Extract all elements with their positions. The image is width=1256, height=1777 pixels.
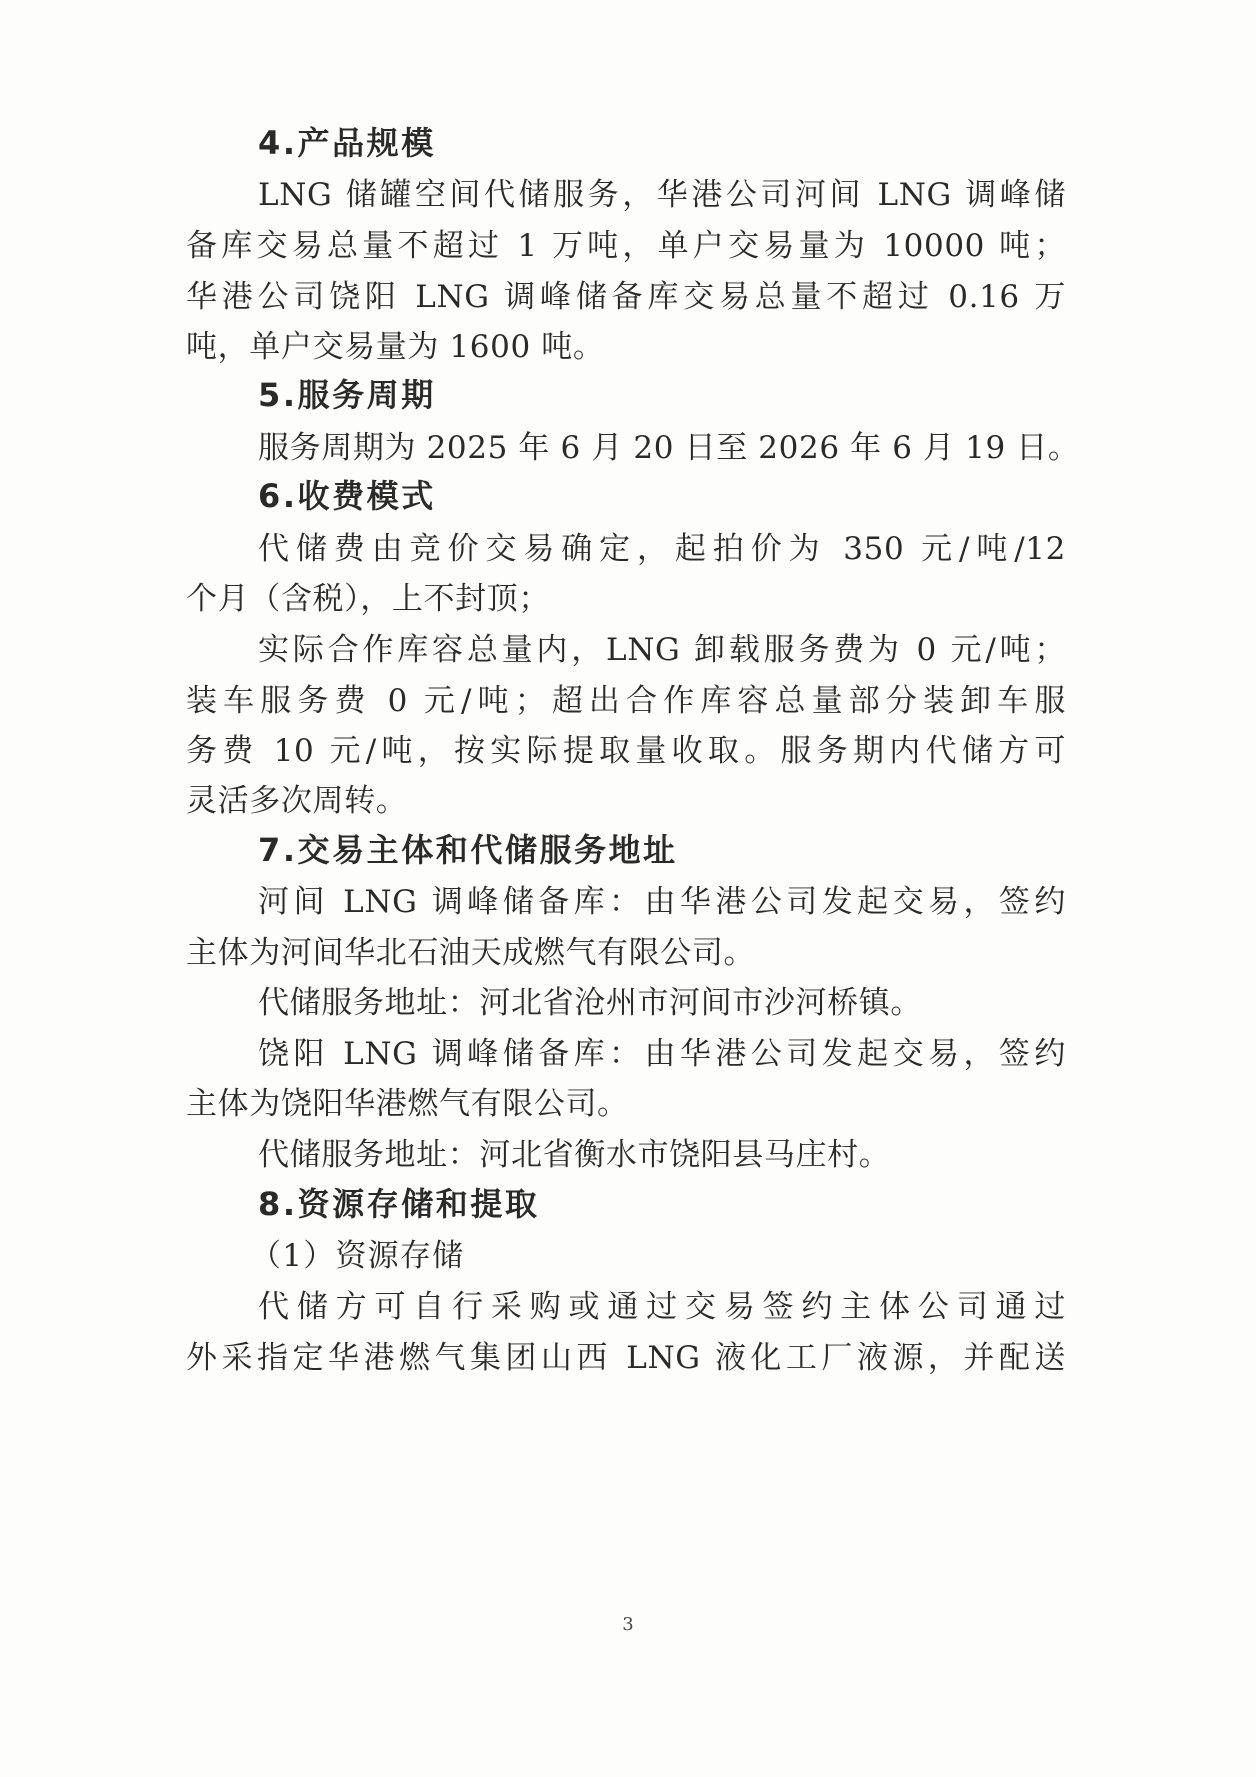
paragraph-line: 代储费由竞价交易确定，起拍价为 350 元/吨/12 <box>258 531 1066 567</box>
paragraph-line: 个月（含税），上不封顶； <box>186 581 550 617</box>
paragraph-line: 务费 10 元/吨，按实际提取量收取。服务期内代储方可 <box>186 733 1066 769</box>
paragraph-line: LNG 储罐空间代储服务，华港公司河间 LNG 调峰储 <box>258 177 1066 213</box>
paragraph-line: 华港公司饶阳 LNG 调峰储备库交易总量不超过 0.16 万 <box>186 279 1066 315</box>
section-8-heading: 8.资源存储和提取 <box>258 1185 540 1223</box>
paragraph-line: 吨，单户交易量为 1600 吨。 <box>186 329 605 365</box>
subsection-heading: （1）资源存储 <box>250 1238 465 1274</box>
paragraph-line: 主体为饶阳华港燃气有限公司。 <box>186 1086 629 1122</box>
section-4-heading: 4.产品规模 <box>258 124 436 162</box>
paragraph-line: 代储方可自行采购或通过交易签约主体公司通过 <box>258 1289 1066 1325</box>
paragraph-line: 灵活多次周转。 <box>186 783 408 819</box>
paragraph-line: 代储服务地址：河北省沧州市河间市沙河桥镇。 <box>258 985 923 1021</box>
section-7-heading: 7.交易主体和代储服务地址 <box>258 831 678 869</box>
paragraph-line: 装车服务费 0 元/吨；超出合作库容总量部分装卸车服 <box>186 683 1066 719</box>
paragraph-line: 主体为河间华北石油天成燃气有限公司。 <box>186 935 756 971</box>
page-number: 3 <box>622 1614 634 1635</box>
paragraph-line: 代储服务地址：河北省衡水市饶阳县马庄村。 <box>258 1137 891 1173</box>
section-6-heading: 6.收费模式 <box>258 477 436 515</box>
paragraph-line: 河间 LNG 调峰储备库：由华港公司发起交易，签约 <box>258 884 1066 920</box>
section-5-heading: 5.服务周期 <box>258 376 436 414</box>
paragraph-line: 服务周期为 2025 年 6 月 20 日至 2026 年 6 月 19 日。 <box>258 430 1080 466</box>
paragraph-line: 饶阳 LNG 调峰储备库：由华港公司发起交易，签约 <box>258 1036 1066 1072</box>
paragraph-line: 备库交易总量不超过 1 万吨，单户交易量为 10000 吨； <box>186 228 1066 264</box>
paragraph-line: 实际合作库容总量内，LNG 卸载服务费为 0 元/吨； <box>258 632 1066 668</box>
paragraph-line: 外采指定华港燃气集团山西 LNG 液化工厂液源，并配送 <box>186 1340 1066 1376</box>
